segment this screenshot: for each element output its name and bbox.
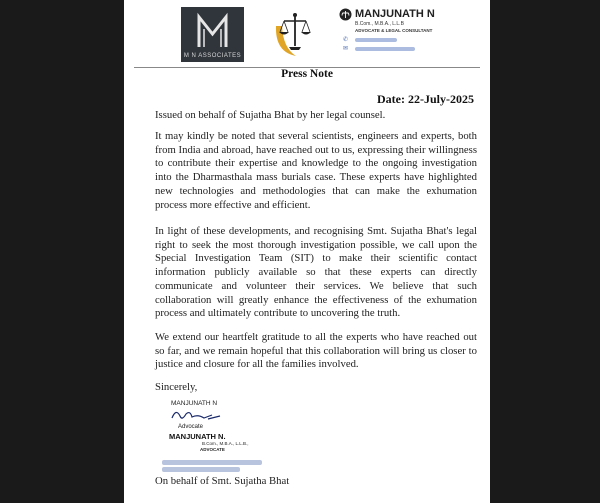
signature-block <box>168 396 288 458</box>
contact-header <box>337 8 487 68</box>
signature-title: Advocate <box>178 424 204 430</box>
contact-role: ADVOCATE & LEGAL CONSULTANT <box>355 28 433 33</box>
redacted-email <box>355 47 415 51</box>
contact-name: MANJUNATH N <box>355 8 435 20</box>
firm-logo-text: M N ASSOCIATES <box>183 53 242 59</box>
press-note-document <box>124 0 490 503</box>
redacted-line <box>162 460 262 465</box>
scales-of-justice-icon <box>272 10 318 60</box>
page-title: Press Note <box>281 68 333 80</box>
stamp-role: ADVOCATE <box>200 447 225 452</box>
redacted-line <box>162 467 240 472</box>
redacted-phone <box>355 38 397 42</box>
paragraph-experts: It may kindly be noted that several scientists, engineers and experts, both from India and abroad, have reached out to us, expressing their willingness to contribute their expertise and knowledge to the ongoing investigation into the Dharmasthala mass burials case. These experts have highlighted new technologies and methodologies that can make the exhumation process more effective and efficient. <box>155 130 477 211</box>
m-monogram-icon <box>181 7 244 53</box>
paragraph-request: In light of these developments, and recognising Smt. Sujatha Bhat's legal right to seek the most thorough investigation possible, we call upon the Special Investigation Team (SIT) to make their scientific contact information publicly available so that these experts can directly communicate and volunteer their services. We believe that such collaboration will greatly enhance the effectiveness of the exhumation process and ultimately contribute to uncovering the truth. <box>155 225 477 320</box>
handwritten-signature-icon <box>168 406 228 424</box>
stamp-qualifications: B.Com., M.B.A., L.L.B., <box>202 441 249 446</box>
stamp-name: MANJUNATH N. <box>169 432 226 441</box>
email-icon: ✉ <box>343 46 349 52</box>
paragraph-gratitude: We extend our heartfelt gratitude to all the experts who have reached out so far, and we remain hopeful that this collaboration will bring us closer to justice and closure for all the families involved. <box>155 331 477 371</box>
paragraph-intro: Issued on behalf of Sujatha Bhat by her legal counsel. <box>155 109 386 121</box>
firm-logo <box>181 7 244 62</box>
contact-qualifications: B.Com., M.B.A., L.L.B <box>355 21 404 27</box>
closing-line: On behalf of Smt. Sujatha Bhat <box>155 475 290 487</box>
paragraph-signoff: Sincerely, <box>155 381 198 393</box>
document-date: Date: 22-July-2025 <box>377 92 474 106</box>
signature-name: MANJUNATH N <box>171 400 218 407</box>
advocate-badge-icon <box>339 8 352 21</box>
phone-icon: ✆ <box>343 37 349 43</box>
